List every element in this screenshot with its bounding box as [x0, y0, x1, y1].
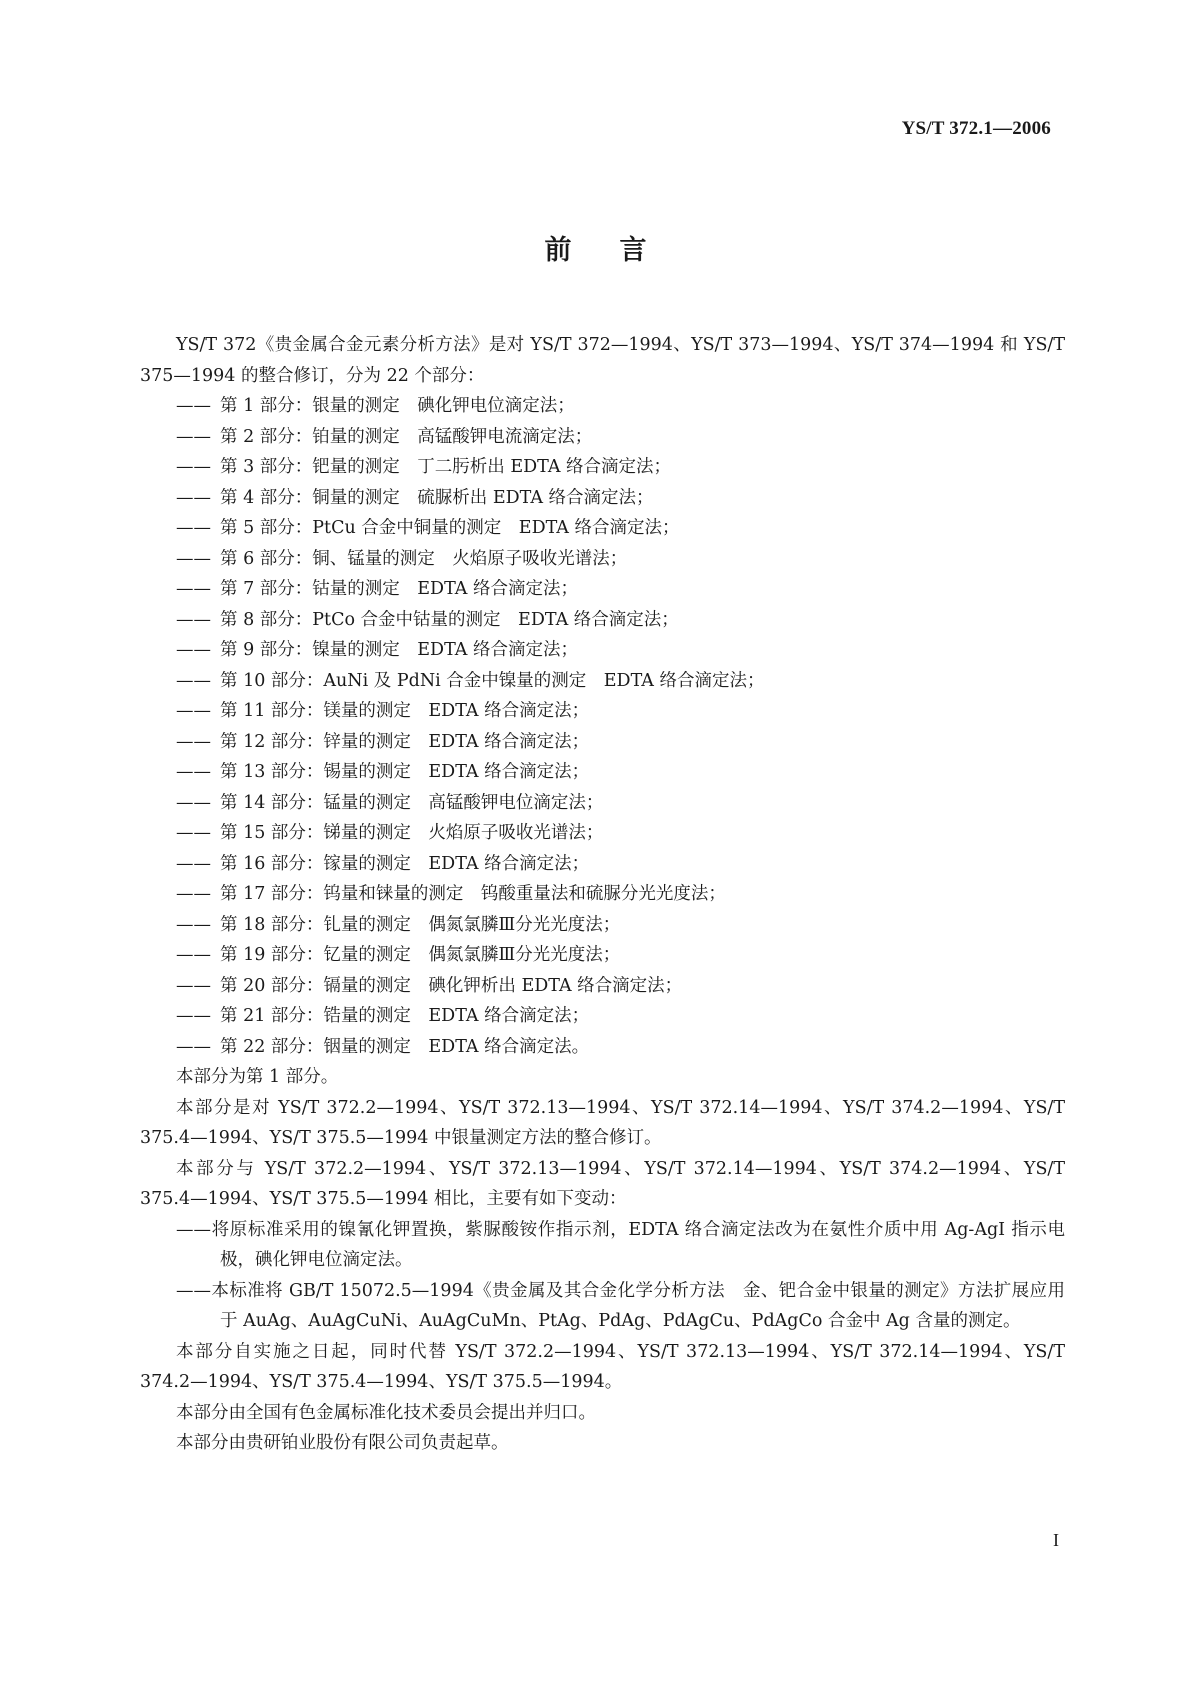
paragraph-replacement: 本部分自实施之日起，同时代替 YS/T 372.2—1994、YS/T 372.13—1994、YS/T 372.14—1994、YS/T 374.2—1994、YS/T 375.4—1994、YS/T 375.5—1994。: [140, 1341, 1065, 1392]
list-item: ——将原标准采用的镍氰化钾置换，紫脲酸铵作指示剂，EDTA 络合滴定法改为在氨性介质中用 Ag-AgI 指示电极，碘化钾电位滴定法。: [176, 1219, 1065, 1270]
foreword-body: [140, 330, 1065, 1459]
changes-list: [140, 1215, 1065, 1337]
list-item: —— 第 22 部分：铟量的测定 EDTA 络合滴定法。: [176, 1036, 590, 1057]
list-item: ——本标准将 GB/T 15072.5—1994《贵金属及其合金化学分析方法 金、钯合金中银量的测定》方法扩展应用于 AuAg、AuAgCuNi、AuAgCuMn、PtAg、PdAg、PdAgCu、PdAgCo 合金中 Ag 含量的测定。: [176, 1280, 1065, 1331]
paragraph-proposer: 本部分由全国有色金属标准化技术委员会提出并归口。: [176, 1402, 596, 1423]
list-item: —— 第 9 部分：镍量的测定 EDTA 络合滴定法；: [176, 640, 578, 660]
page-title: 前言: [544, 235, 695, 266]
list-item: —— 第 10 部分：AuNi 及 PdNi 合金中镍量的测定 EDTA 络合滴定法；: [176, 670, 765, 691]
paragraph-part-number: 本部分为第 1 部分。: [176, 1067, 339, 1087]
list-item: —— 第 3 部分：钯量的测定 丁二肟析出 EDTA 络合滴定法；: [176, 457, 672, 477]
list-item: —— 第 8 部分：PtCo 合金中钴量的测定 EDTA 络合滴定法；: [176, 609, 679, 630]
list-item: —— 第 20 部分：镉量的测定 碘化钾析出 EDTA 络合滴定法；: [176, 975, 683, 996]
intro-paragraph: YS/T 372《贵金属合金元素分析方法》是对 YS/T 372—1994、YS/T 373—1994、YS/T 374—1994 和 YS/T 375—1994 的整合修订，分为 22 个部分：: [140, 335, 1065, 386]
list-item: —— 第 2 部分：铂量的测定 高锰酸钾电流滴定法；: [176, 426, 593, 447]
paragraph-revision: 本部分是对 YS/T 372.2—1994、YS/T 372.13—1994、YS/T 372.14—1994、YS/T 374.2—1994、YS/T 375.4—1994、YS/T 375.5—1994 中银量测定方法的整合修订。: [140, 1097, 1065, 1148]
paragraph-drafter: 本部分由贵研铂业股份有限公司负责起草。: [176, 1433, 509, 1453]
list-item: —— 第 13 部分：锡量的测定 EDTA 络合滴定法；: [176, 762, 590, 782]
list-item: —— 第 14 部分：锰量的测定 高锰酸钾电位滴定法；: [176, 792, 604, 813]
paragraph-changes-intro: 本部分与 YS/T 372.2—1994、YS/T 372.13—1994、YS/T 372.14—1994、YS/T 374.2—1994、YS/T 375.4—1994、YS/T 375.5—1994 相比，主要有如下变动：: [140, 1158, 1065, 1209]
list-item: —— 第 16 部分：镓量的测定 EDTA 络合滴定法；: [176, 853, 590, 874]
list-item: —— 第 15 部分：锑量的测定 火焰原子吸收光谱法；: [176, 823, 604, 843]
list-item: —— 第 12 部分：锌量的测定 EDTA 络合滴定法；: [176, 731, 590, 752]
list-item: —— 第 5 部分：PtCu 合金中铜量的测定 EDTA 络合滴定法；: [176, 518, 680, 538]
parts-list: [140, 391, 1065, 1062]
list-item: —— 第 1 部分：银量的测定 碘化钾电位滴定法；: [176, 396, 575, 416]
list-item: —— 第 18 部分：钆量的测定 偶氮氯膦Ⅲ分光光度法；: [176, 914, 621, 935]
list-item: —— 第 7 部分：钴量的测定 EDTA 络合滴定法；: [176, 579, 578, 599]
standard-code: YS/T 372.1—2006: [901, 118, 1051, 139]
list-item: —— 第 6 部分：铜、锰量的测定 火焰原子吸收光谱法；: [176, 548, 628, 569]
list-item: —— 第 17 部分：钨量和铼量的测定 钨酸重量法和硫脲分光光度法；: [176, 884, 726, 904]
list-item: —— 第 19 部分：钇量的测定 偶氮氯膦Ⅲ分光光度法；: [176, 945, 621, 965]
list-item: —— 第 11 部分：镁量的测定 EDTA 络合滴定法；: [176, 701, 590, 721]
list-item: —— 第 4 部分：铜量的测定 硫脲析出 EDTA 络合滴定法；: [176, 487, 654, 508]
list-item: —— 第 21 部分：锆量的测定 EDTA 络合滴定法；: [176, 1006, 590, 1026]
page-number: I: [1053, 1530, 1059, 1550]
